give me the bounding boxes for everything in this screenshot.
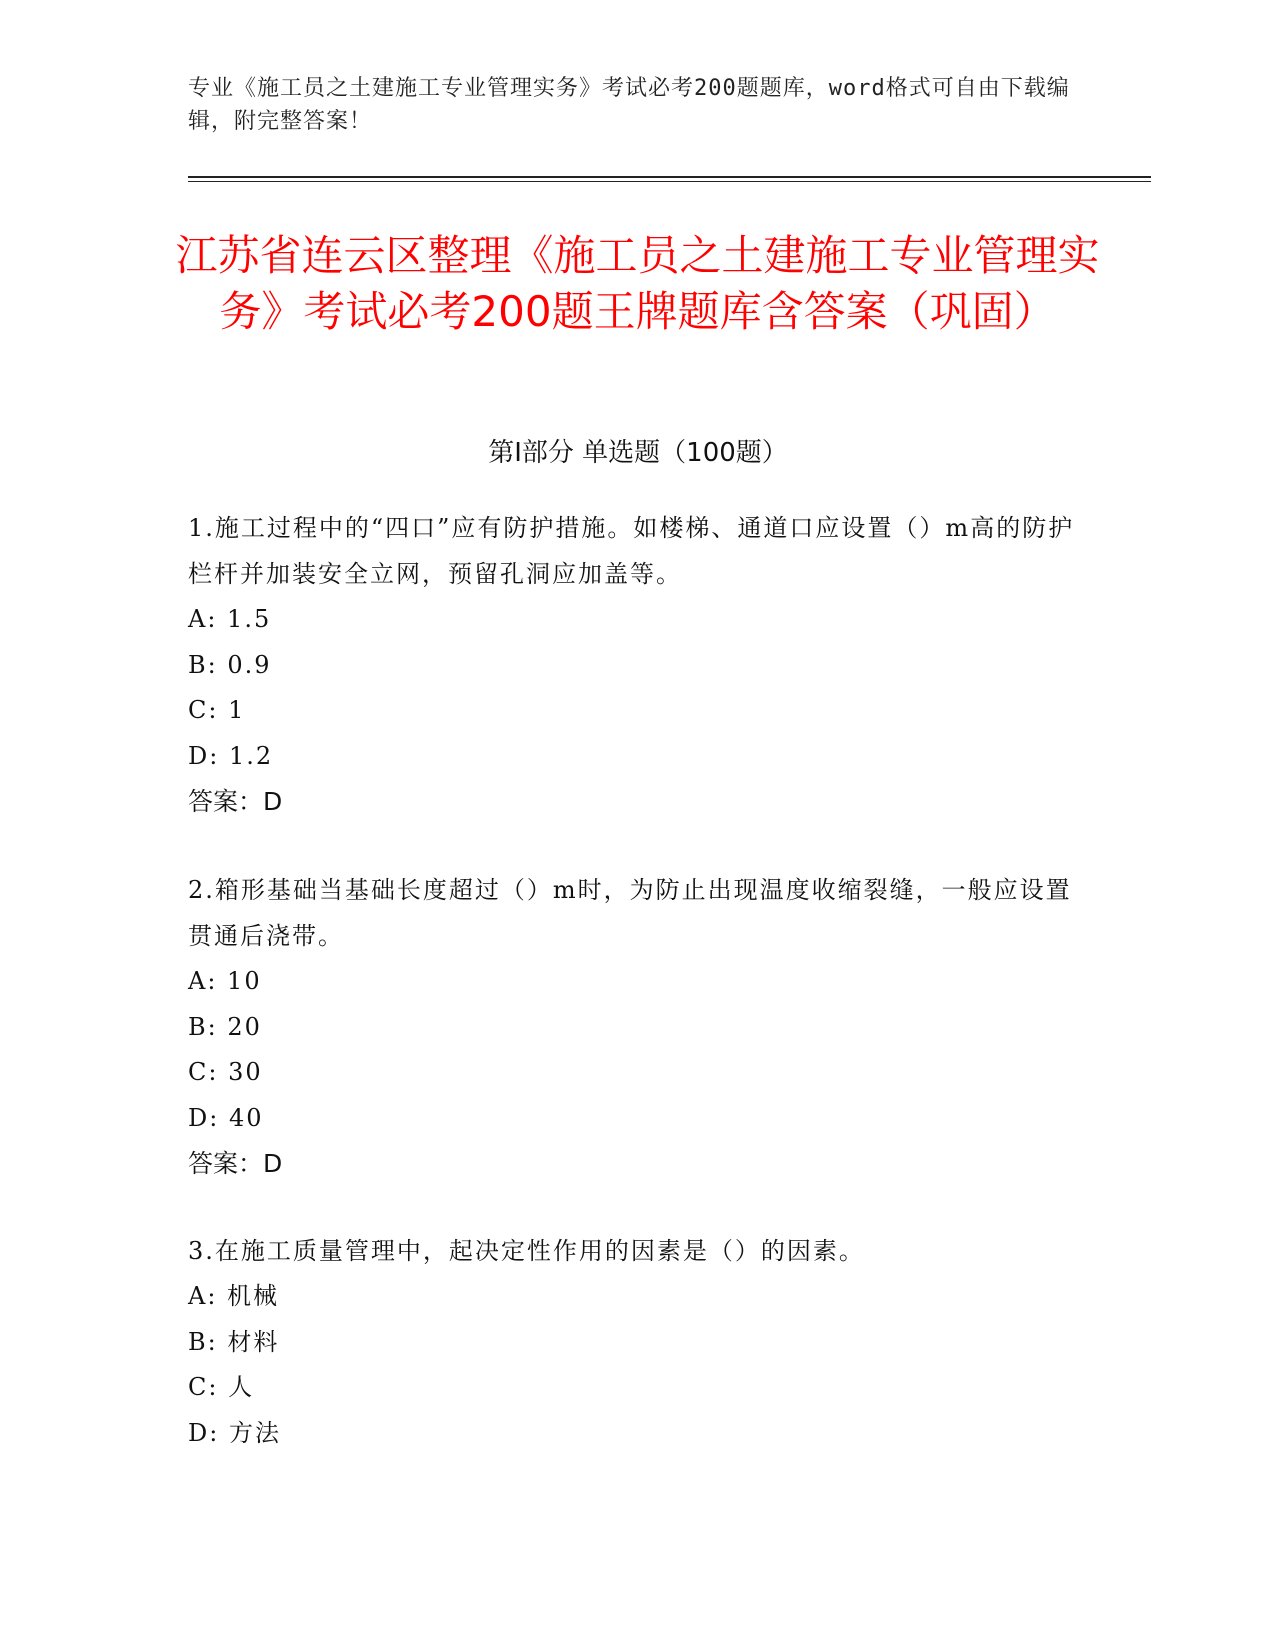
- question-3: [188, 1228, 1088, 1456]
- option-c: C: 人: [188, 1373, 255, 1401]
- option-b: B: 0.9: [188, 650, 272, 679]
- question-2: [188, 867, 1088, 1187]
- option-a: A: 10: [188, 967, 262, 995]
- answer: 答案：D: [188, 787, 283, 816]
- question-stem: 1.施工过程中的“四口”应有防护措施。如楼梯、通道口应设置（）m高的防护栏杆并加装安全立网，预留孔洞应加盖等。: [188, 514, 1075, 588]
- header-note: 专业《施工员之土建施工专业管理实务》考试必考200题题库，word格式可自由下载编辑，附完整答案！: [188, 76, 1070, 134]
- question-stem: 3.在施工质量管理中，起决定性作用的因素是（）的因素。: [188, 1237, 865, 1265]
- question-1: [188, 505, 1088, 825]
- document-title: 江苏省连云区整理《施工员之土建施工专业管理实务》考试必考200题王牌题库含答案（巩固）: [175, 231, 1100, 336]
- option-c: C: 1: [188, 696, 246, 724]
- option-a: A: 1.5: [188, 605, 272, 633]
- option-b: B: 20: [188, 1012, 262, 1041]
- section-heading: 第Ⅰ部分 单选题（100题）: [488, 438, 788, 468]
- option-d: D: 1.2: [188, 741, 274, 770]
- option-d: D: 方法: [188, 1418, 281, 1447]
- option-d: D: 40: [188, 1103, 264, 1132]
- option-a: A: 机械: [188, 1282, 280, 1310]
- header-rule-thick: [188, 176, 1151, 178]
- option-b: B: 材料: [188, 1327, 280, 1356]
- header-rule-thin: [188, 181, 1151, 182]
- question-stem: 2.箱形基础当基础长度超过（）m时，为防止出现温度收缩裂缝，一般应设置贯通后浇带。: [188, 876, 1072, 950]
- option-c: C: 30: [188, 1058, 263, 1086]
- answer: 答案：D: [188, 1149, 283, 1178]
